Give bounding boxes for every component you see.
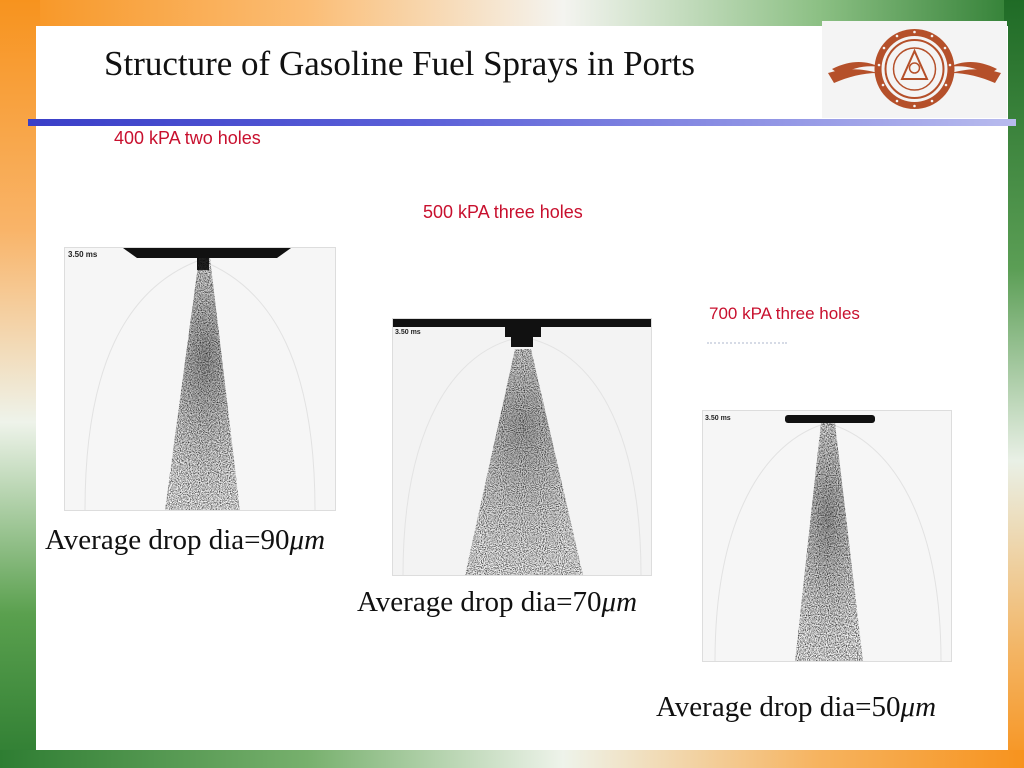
- avg-drop-dia-50: [656, 691, 936, 724]
- avg-drop-dia-70: [357, 586, 637, 619]
- institution-seal-icon: [822, 21, 1007, 118]
- avg-drop-unit: μm: [601, 586, 638, 618]
- tricolor-bottom-band: [0, 750, 1024, 768]
- spray-timestamp: 3.50 ms: [705, 415, 731, 422]
- avg-drop-unit: μm: [900, 691, 937, 723]
- title-divider: [28, 119, 1016, 126]
- spray-timestamp: 3.50 ms: [68, 250, 98, 259]
- spray-label-400kpa: 400 kPA two holes: [114, 128, 261, 148]
- spray-image-700kpa: [702, 410, 952, 662]
- spray-image-500kpa: [392, 318, 652, 576]
- spray-timestamp: 3.50 ms: [395, 329, 421, 336]
- faded-caption: [105, 190, 215, 204]
- slide-title: Structure of Gasoline Fuel Sprays in Ports: [104, 44, 696, 83]
- tricolor-left-band: [0, 0, 40, 768]
- faded-caption: [707, 334, 787, 344]
- avg-drop-value: Average drop dia=50: [656, 691, 901, 723]
- avg-drop-unit: μm: [289, 524, 326, 556]
- institution-logo: [822, 21, 1007, 118]
- avg-drop-dia-90: [45, 524, 325, 557]
- spray-image-400kpa: [64, 247, 336, 511]
- spray-label-700kpa: 700 kPA three holes: [709, 304, 860, 323]
- spray-label-500kpa: 500 kPA three holes: [423, 202, 583, 222]
- avg-drop-value: Average drop dia=90: [45, 524, 290, 556]
- avg-drop-value: Average drop dia=70: [357, 586, 602, 618]
